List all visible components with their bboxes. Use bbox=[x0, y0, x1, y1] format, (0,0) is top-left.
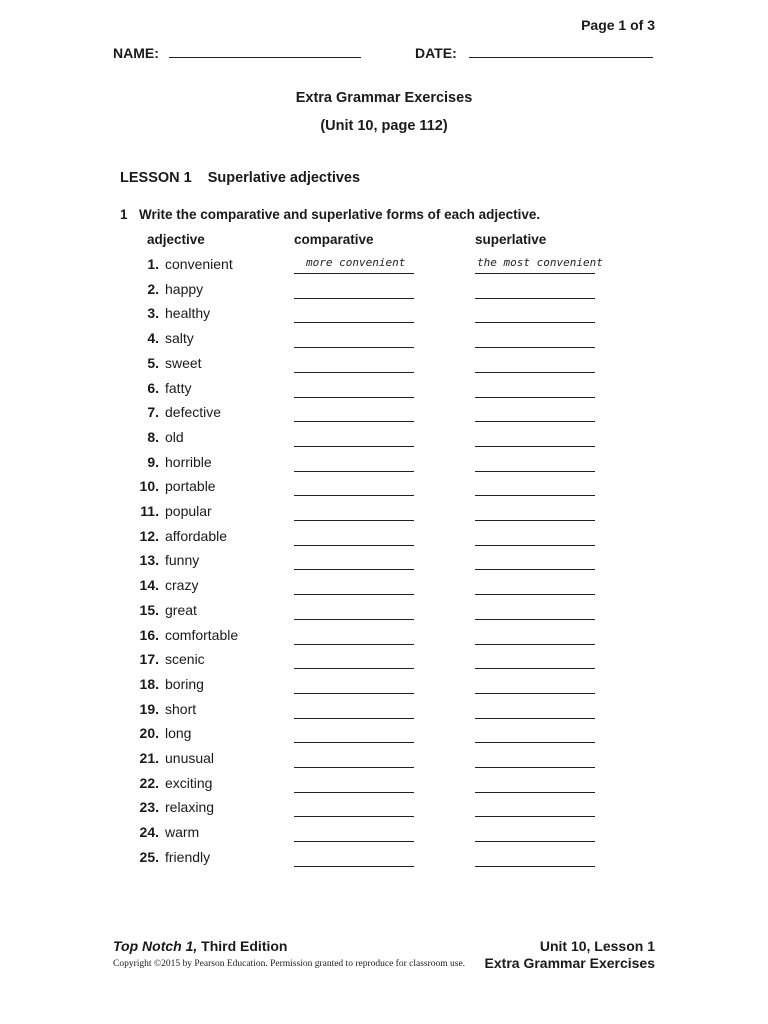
superlative-answer-blank[interactable] bbox=[475, 471, 595, 472]
superlative-answer-blank[interactable] bbox=[475, 397, 595, 398]
adjective-word: scenic bbox=[165, 651, 205, 668]
list-item bbox=[0, 824, 768, 844]
adjective-word: happy bbox=[165, 280, 204, 297]
superlative-answer-blank[interactable] bbox=[475, 767, 595, 768]
superlative-answer-blank[interactable] bbox=[475, 866, 595, 867]
item-number: 1. bbox=[147, 256, 159, 272]
superlative-answer-blank[interactable] bbox=[475, 742, 595, 743]
comparative-answer-blank[interactable] bbox=[294, 841, 414, 842]
comparative-answer-blank[interactable] bbox=[294, 446, 414, 447]
list-item bbox=[0, 651, 768, 671]
footer-section: Extra Grammar Exercises bbox=[484, 955, 655, 971]
adjective-word: sweet bbox=[165, 354, 202, 371]
comparative-answer-blank[interactable] bbox=[294, 273, 414, 274]
comparative-answer-blank[interactable] bbox=[294, 569, 414, 570]
comparative-answer-blank[interactable] bbox=[294, 767, 414, 768]
adjective-word: exciting bbox=[165, 774, 213, 791]
superlative-answer-blank[interactable] bbox=[475, 619, 595, 620]
comparative-answer-blank[interactable] bbox=[294, 718, 414, 719]
list-item bbox=[0, 528, 768, 548]
item-number: 18. bbox=[139, 675, 159, 692]
list-item bbox=[0, 454, 768, 474]
comparative-answer-blank[interactable] bbox=[294, 298, 414, 299]
adjective-word: salty bbox=[165, 330, 194, 347]
item-number: 19. bbox=[139, 700, 159, 717]
list-item bbox=[0, 750, 768, 770]
item-number: 9. bbox=[147, 453, 159, 470]
comparative-answer-blank[interactable] bbox=[294, 545, 414, 546]
superlative-answer-blank[interactable] bbox=[475, 347, 595, 348]
item-number: 4. bbox=[147, 330, 159, 347]
item-number: 7. bbox=[147, 404, 159, 421]
example-comparative-answer: more convenient bbox=[306, 256, 406, 269]
comparative-answer-blank[interactable] bbox=[294, 397, 414, 398]
footer-unit-lesson: Unit 10, Lesson 1 bbox=[539, 938, 655, 954]
list-item bbox=[0, 380, 768, 400]
adjective-word: affordable bbox=[165, 527, 228, 544]
item-number: 24. bbox=[139, 824, 159, 841]
book-edition: Third Edition bbox=[197, 938, 288, 954]
superlative-answer-blank[interactable] bbox=[475, 594, 595, 595]
list-item bbox=[0, 577, 768, 597]
list-item bbox=[0, 849, 768, 869]
superlative-answer-blank[interactable] bbox=[475, 495, 595, 496]
list-item bbox=[0, 503, 768, 523]
lesson-label: LESSON 1 bbox=[120, 170, 192, 186]
adjective-word: old bbox=[165, 428, 184, 445]
item-number: 5. bbox=[147, 354, 159, 371]
list-item bbox=[0, 256, 768, 276]
adjective-word: short bbox=[165, 700, 197, 717]
item-number: 21. bbox=[139, 750, 159, 766]
adjective-word: boring bbox=[165, 675, 204, 692]
superlative-answer-blank[interactable] bbox=[475, 322, 595, 323]
lesson-topic: Superlative adjectives bbox=[207, 170, 361, 186]
item-number: 25. bbox=[139, 848, 159, 865]
list-item bbox=[0, 281, 768, 301]
comparative-answer-blank[interactable] bbox=[294, 594, 414, 595]
superlative-answer-blank[interactable] bbox=[475, 693, 595, 694]
item-number: 16. bbox=[139, 626, 159, 643]
adjective-word: portable bbox=[165, 478, 216, 495]
superlative-answer-blank[interactable] bbox=[475, 718, 595, 719]
list-item bbox=[0, 627, 768, 647]
list-item bbox=[0, 552, 768, 572]
list-item bbox=[0, 305, 768, 325]
comparative-answer-blank[interactable] bbox=[294, 644, 414, 645]
date-blank[interactable] bbox=[469, 43, 653, 58]
superlative-answer-blank[interactable] bbox=[475, 841, 595, 842]
superlative-answer-blank[interactable] bbox=[475, 569, 595, 570]
superlative-answer-blank[interactable] bbox=[475, 520, 595, 521]
comparative-answer-blank[interactable] bbox=[294, 816, 414, 817]
adjective-word: convenient bbox=[165, 256, 233, 272]
copyright-notice: Copyright ©2015 by Pearson Education. Permission granted to reproduce for classroom use. bbox=[113, 959, 466, 969]
exercise-instruction bbox=[120, 207, 540, 222]
superlative-answer-blank[interactable] bbox=[475, 668, 595, 669]
list-item bbox=[0, 775, 768, 795]
superlative-answer-blank[interactable] bbox=[475, 446, 595, 447]
adjective-word: healthy bbox=[165, 305, 211, 322]
item-number: 14. bbox=[139, 577, 159, 594]
book-credit bbox=[113, 938, 287, 954]
list-item bbox=[0, 355, 768, 375]
adjective-word: defective bbox=[165, 404, 222, 421]
superlative-answer-blank[interactable] bbox=[475, 273, 595, 274]
superlative-answer-blank[interactable] bbox=[475, 545, 595, 546]
item-number: 10. bbox=[139, 478, 159, 495]
comparative-answer-blank[interactable] bbox=[294, 693, 414, 694]
list-item bbox=[0, 701, 768, 721]
book-title: Top Notch 1, bbox=[113, 938, 198, 954]
list-item bbox=[0, 330, 768, 350]
comparative-answer-blank[interactable] bbox=[294, 742, 414, 743]
superlative-answer-blank[interactable] bbox=[475, 816, 595, 817]
worksheet-title: Extra Grammar Exercises bbox=[295, 90, 473, 106]
adjective-word: warm bbox=[165, 824, 200, 841]
list-item bbox=[0, 429, 768, 449]
name-label: NAME: bbox=[113, 45, 159, 61]
adjective-word: great bbox=[165, 601, 197, 618]
name-field bbox=[113, 43, 361, 63]
comparative-answer-blank[interactable] bbox=[294, 322, 414, 323]
worksheet-subtitle: (Unit 10, page 112) bbox=[320, 118, 448, 134]
lesson-heading bbox=[120, 170, 360, 186]
comparative-answer-blank[interactable] bbox=[294, 792, 414, 793]
exercise-number: 1 bbox=[120, 207, 128, 222]
item-number: 20. bbox=[139, 725, 159, 742]
date-label: DATE: bbox=[415, 45, 457, 61]
superlative-answer-blank[interactable] bbox=[475, 372, 595, 373]
adjective-word: comfortable bbox=[165, 626, 239, 643]
item-number: 23. bbox=[139, 799, 159, 816]
list-item bbox=[0, 404, 768, 424]
list-item bbox=[0, 478, 768, 498]
column-header-adjective: adjective bbox=[147, 232, 205, 247]
date-field bbox=[415, 43, 653, 63]
list-item bbox=[0, 725, 768, 745]
instruction-text: Write the comparative and superlative forms of each adjective. bbox=[139, 207, 541, 222]
adjective-word: crazy bbox=[165, 577, 199, 594]
adjective-word: relaxing bbox=[165, 799, 215, 816]
item-number: 11. bbox=[140, 503, 159, 519]
superlative-answer-blank[interactable] bbox=[475, 644, 595, 645]
comparative-answer-blank[interactable] bbox=[294, 520, 414, 521]
item-number: 8. bbox=[147, 428, 159, 445]
comparative-answer-blank[interactable] bbox=[294, 668, 414, 669]
item-number: 15. bbox=[139, 601, 159, 618]
comparative-answer-blank[interactable] bbox=[294, 866, 414, 867]
item-number: 3. bbox=[147, 305, 159, 322]
example-superlative-answer: the most convenient bbox=[477, 256, 603, 269]
item-number: 17. bbox=[139, 651, 159, 668]
adjective-word: friendly bbox=[165, 848, 211, 865]
name-blank[interactable] bbox=[169, 43, 361, 58]
adjective-word: fatty bbox=[165, 379, 192, 396]
comparative-answer-blank[interactable] bbox=[294, 421, 414, 422]
adjective-word: unusual bbox=[165, 750, 215, 766]
list-item bbox=[0, 799, 768, 819]
adjective-word: horrible bbox=[165, 453, 212, 470]
item-number: 2. bbox=[147, 280, 159, 297]
comparative-answer-blank[interactable] bbox=[294, 372, 414, 373]
comparative-answer-blank[interactable] bbox=[294, 619, 414, 620]
item-number: 22. bbox=[139, 774, 159, 791]
column-header-superlative: superlative bbox=[475, 232, 547, 247]
superlative-answer-blank[interactable] bbox=[475, 792, 595, 793]
item-number: 13. bbox=[139, 552, 159, 569]
superlative-answer-blank[interactable] bbox=[475, 298, 595, 299]
comparative-answer-blank[interactable] bbox=[294, 471, 414, 472]
list-item bbox=[0, 676, 768, 696]
item-number: 12. bbox=[139, 527, 159, 544]
adjective-word: popular bbox=[165, 503, 212, 519]
adjective-word: funny bbox=[165, 552, 200, 569]
item-number: 6. bbox=[147, 379, 159, 396]
adjective-word: long bbox=[165, 725, 192, 742]
comparative-answer-blank[interactable] bbox=[294, 347, 414, 348]
page-number: Page 1 of 3 bbox=[581, 17, 655, 33]
column-header-comparative: comparative bbox=[294, 232, 374, 247]
superlative-answer-blank[interactable] bbox=[475, 421, 595, 422]
list-item bbox=[0, 602, 768, 622]
comparative-answer-blank[interactable] bbox=[294, 495, 414, 496]
